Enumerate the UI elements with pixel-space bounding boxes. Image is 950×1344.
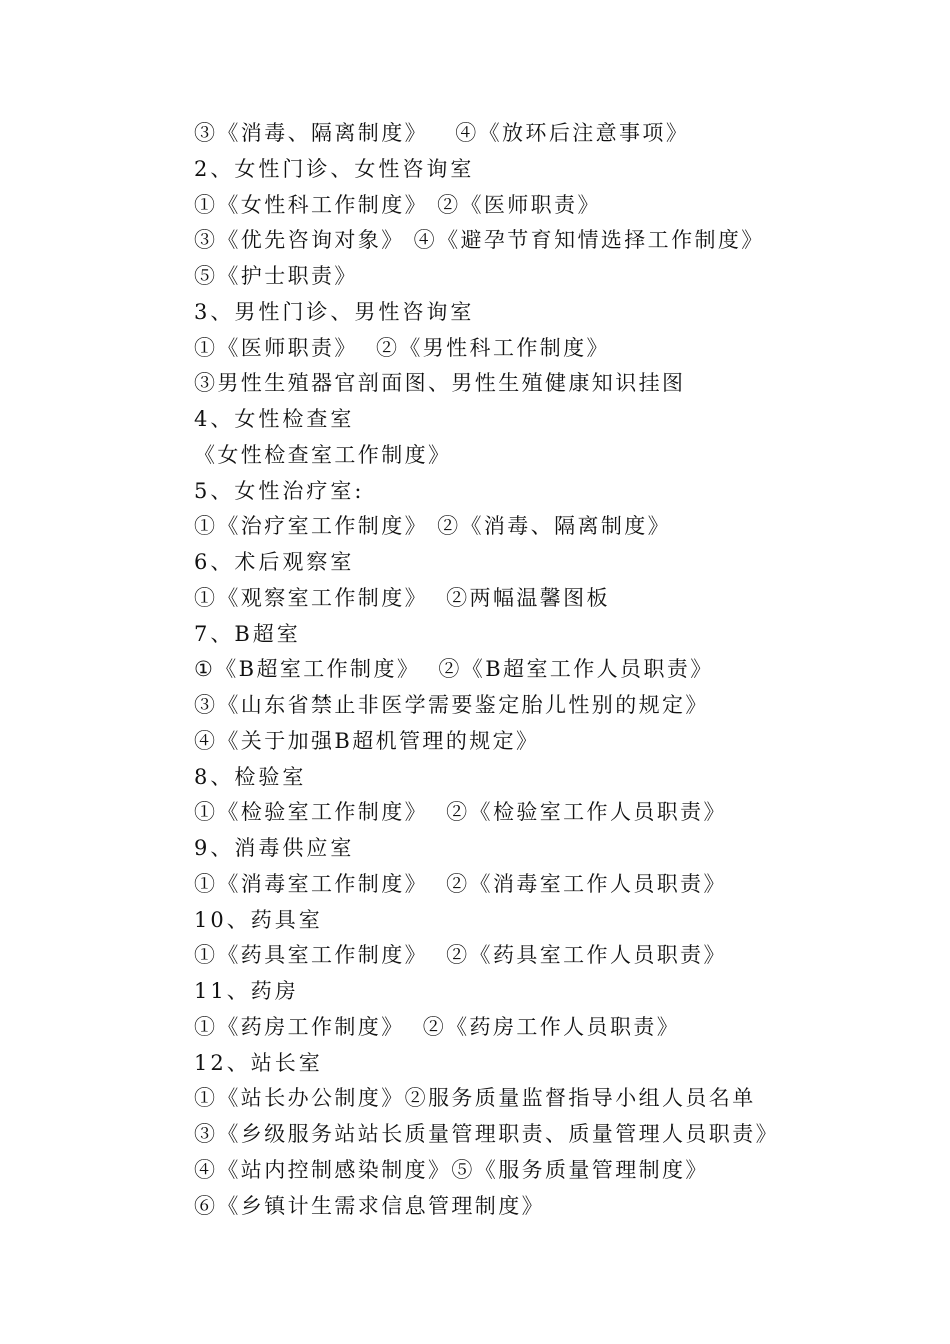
- list-item: ①《站长办公制度》②服务质量监督指导小组人员名单: [194, 1086, 756, 1111]
- section-heading: 3、男性门诊、男性咨询室: [194, 299, 475, 324]
- list-item: ③《山东省禁止非医学需要鉴定胎儿性别的规定》: [194, 693, 709, 717]
- list-item: ①《药房工作制度》 ②《药房工作人员职责》: [194, 1014, 681, 1039]
- list-item: ④《站内控制感染制度》⑤《服务质量管理制度》: [194, 1157, 709, 1182]
- section-heading: 8、检验室: [194, 764, 307, 789]
- section-heading: 4、女性检查室: [194, 407, 355, 431]
- list-item: ①《消毒室工作制度》 ②《消毒室工作人员职责》: [194, 871, 727, 896]
- section-heading: 11、药房: [194, 979, 299, 1003]
- list-item: ①《医师职责》 ②《男性科工作制度》: [194, 335, 610, 360]
- list-item: ①《女性科工作制度》 ②《医师职责》: [194, 192, 601, 217]
- section-heading: 2、女性门诊、女性咨询室: [194, 156, 475, 181]
- list-item: ③《乡级服务站站长质量管理职责、质量管理人员职责》: [194, 1122, 779, 1146]
- list-item: ①《检验室工作制度》 ②《检验室工作人员职责》: [194, 800, 727, 825]
- list-item: ①《药具室工作制度》 ②《药具室工作人员职责》: [194, 943, 727, 968]
- section-heading: 7、B超室: [194, 621, 301, 646]
- section-heading: 5、女性治疗室:: [194, 478, 365, 503]
- list-item: ①《B超室工作制度》 ②《B超室工作人员职责》: [194, 657, 714, 682]
- list-item: ③男性生殖器官剖面图、男性生殖健康知识挂图: [194, 371, 686, 396]
- section-heading: 10、药具室: [194, 907, 323, 932]
- list-item: ①《观察室工作制度》 ②两幅温馨图板: [194, 585, 610, 610]
- document-body: [194, 116, 814, 1224]
- list-item: ③《优先咨询对象》 ④《避孕节育知情选择工作制度》: [194, 228, 765, 253]
- list-item: ③《消毒、隔离制度》 ④《放环后注意事项》: [194, 121, 690, 145]
- list-item: ⑥《乡镇计生需求信息管理制度》: [194, 1193, 545, 1218]
- list-item: ⑤《护士职责》: [194, 264, 358, 288]
- list-item: ④《关于加强B超机管理的规定》: [194, 728, 540, 753]
- section-heading: 6、术后观察室: [194, 550, 355, 574]
- list-item: 《女性检查室工作制度》: [194, 442, 452, 467]
- list-item: ①《治疗室工作制度》 ②《消毒、隔离制度》: [194, 514, 672, 539]
- section-heading: 9、消毒供应室: [194, 836, 355, 860]
- section-heading: 12、站长室: [194, 1050, 323, 1075]
